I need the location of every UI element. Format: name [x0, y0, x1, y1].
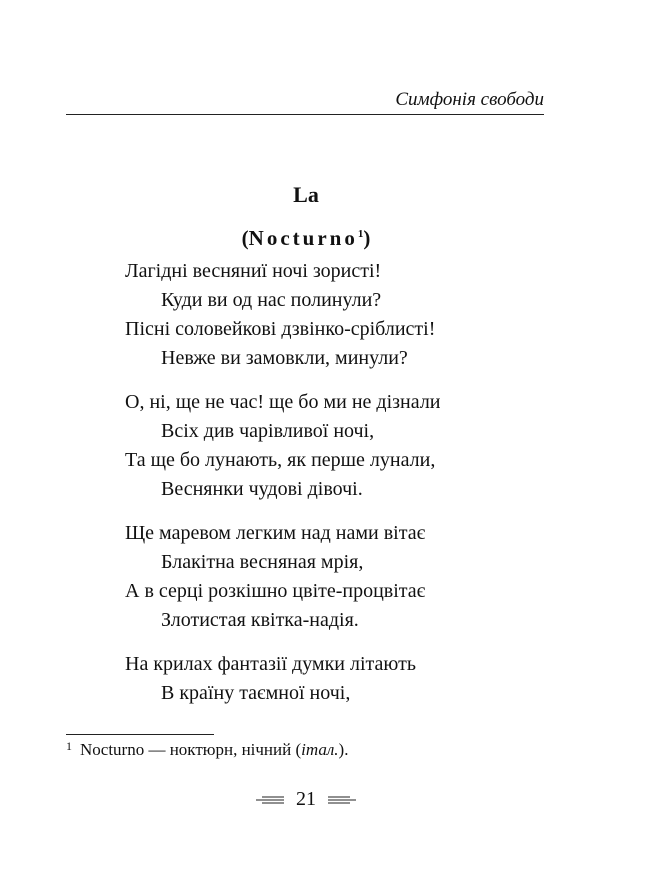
poem-line: О, ні, ще не час! ще бо ми не дізнали [125, 391, 441, 413]
poem-line: Лагідні весняниї ночі зористі! [125, 260, 382, 282]
poem-subtitle [0, 226, 612, 251]
poem-line: Куди ви од нас полинули? [161, 289, 382, 311]
poem-line: Та ще бо лунають, як перше лунали, [125, 449, 436, 471]
poem-title: La [293, 182, 319, 207]
poem-line: Ще маревом легким над нами вітає [125, 522, 426, 544]
right-ornament-icon [328, 796, 356, 804]
subtitle-close-paren: ) [363, 226, 371, 250]
running-title: Симфонія свободи [395, 89, 544, 110]
footnote-text-end: ). [338, 740, 349, 759]
footnote-mark: 1 [66, 739, 72, 753]
stanza-2 [125, 388, 565, 504]
poem-line: Всіх див чарівливої ночі, [161, 420, 375, 442]
poem-line: Злотистая квітка-надія. [161, 609, 359, 631]
page-footer [0, 788, 612, 811]
running-header [66, 89, 544, 115]
subtitle-word: Nocturno [248, 226, 358, 250]
subtitle-open-paren: ( [241, 226, 249, 250]
footnote-reference: 1 [357, 228, 364, 240]
poem-line: На крилах фантазії думки літають [125, 653, 416, 675]
poem-line: Пісні соловейкові дзвінко-сріблисті! [125, 318, 436, 340]
poem-line: Веснянки чудові дівочі. [161, 478, 363, 500]
footnote [66, 739, 348, 760]
footnote-divider [66, 734, 214, 735]
stanza-4 [125, 650, 565, 708]
poem-body [125, 257, 565, 723]
footnote-italic: італ. [301, 740, 339, 759]
poem-line: Невже ви замовкли, минули? [161, 347, 408, 369]
poem-line: Блакітна весняная мрія, [161, 551, 364, 573]
poem-line: А в серці розкішно цвіте-процвітає [125, 580, 426, 602]
footnote-text: Nocturno — ноктюрн, нічний ( [80, 740, 302, 759]
page-number: 21 [296, 788, 316, 810]
stanza-3 [125, 519, 565, 635]
left-ornament-icon [256, 796, 284, 804]
stanza-1 [125, 257, 565, 373]
poem-line: В країну таємної ночі, [161, 682, 351, 704]
